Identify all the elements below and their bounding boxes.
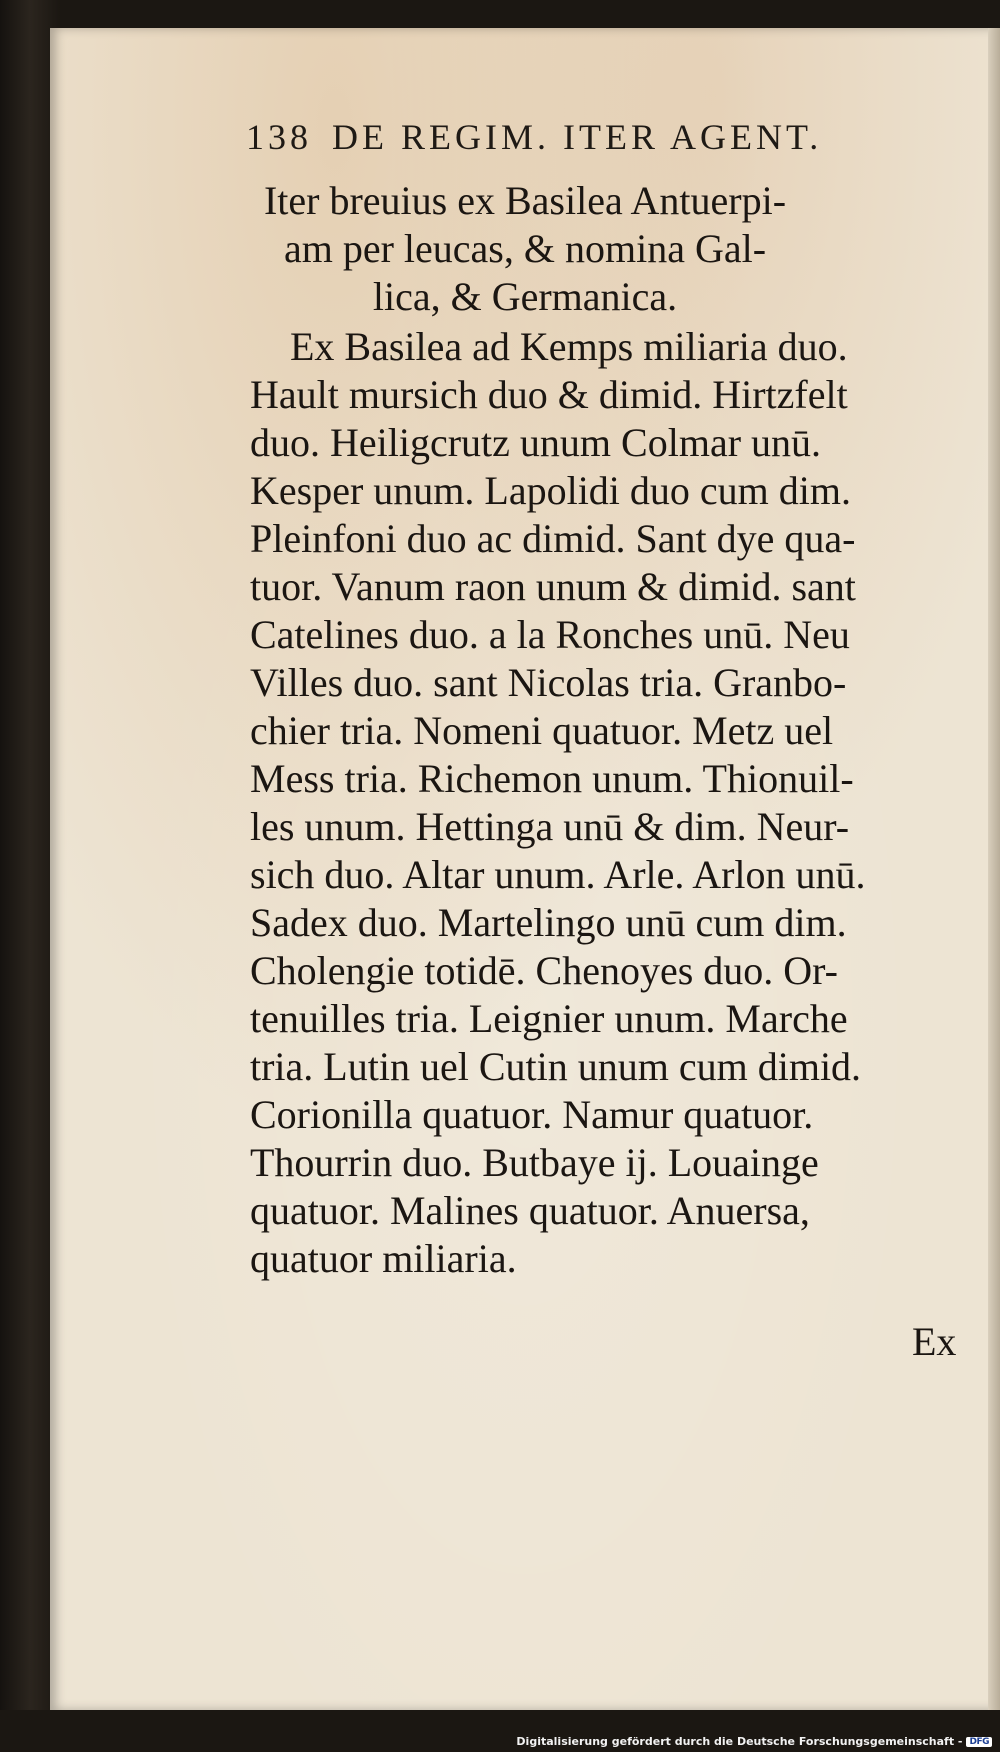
running-head-text: DE REGIM. ITER AGENT. [332,117,823,157]
body-line: Villes duo. sant Nicolas tria. Granbo- [250,660,847,705]
body-line: Kesper unum. Lapolidi duo cum dim. [250,468,852,513]
body-line: quatuor. Malines quatuor. Anuersa, [250,1188,810,1233]
body-line: chier tria. Nomeni quatuor. Metz uel [250,708,834,753]
body-line: Catelines duo. a la Ronches unū. Neu [250,612,850,657]
body-line: Cholengie totidē. Chenoyes duo. Or- [250,948,838,993]
dfg-logo: DFG [966,1737,992,1747]
folio-number: 138 [246,117,312,157]
body-line: Pleinfoni duo ac dimid. Sant dye qua- [250,516,856,561]
title-line: am per leucas, & nomina Gal- [283,226,767,271]
body-line: tuor. Vanum raon unum & dimid. sant [250,564,856,609]
title-line: lica, & Germanica. [372,274,678,319]
body-line: sich duo. Altar unum. Arle. Arlon unū. [250,852,866,897]
body-line: Ex Basilea ad Kemps miliaria duo. [290,324,848,369]
body-line: Sadex duo. Martelingo unū cum dim. [250,900,847,945]
digitization-credit [516,1735,992,1748]
body-line: Thourrin duo. Butbaye ij. Louainge [250,1140,819,1185]
body-line: les unum. Hettinga unū & dim. Neur- [250,804,850,849]
body-line: duo. Heiligcrutz unum Colmar unū. [250,420,822,465]
page-edge [988,28,1000,1710]
body-line: Mess tria. Richemon unum. Thionuil- [250,756,854,801]
credit-text: Digitalisierung gefördert durch die Deutsche Forschungsgemeinschaft - [516,1735,963,1748]
title-line: Iter breuius ex Basilea Antuerpi- [263,178,787,223]
body-line: Corionilla quatuor. Namur quatuor. [250,1092,814,1137]
catchword: Ex [912,1319,957,1364]
body-line: quatuor miliaria. [250,1236,517,1281]
running-header [246,116,822,158]
body-line: tria. Lutin uel Cutin unum cum dimid. [250,1044,862,1089]
body-line: tenuilles tria. Leignier unum. Marche [250,996,848,1041]
body-line: Hault mursich duo & dimid. Hirtzfelt [250,372,848,417]
book-page [50,28,1000,1710]
